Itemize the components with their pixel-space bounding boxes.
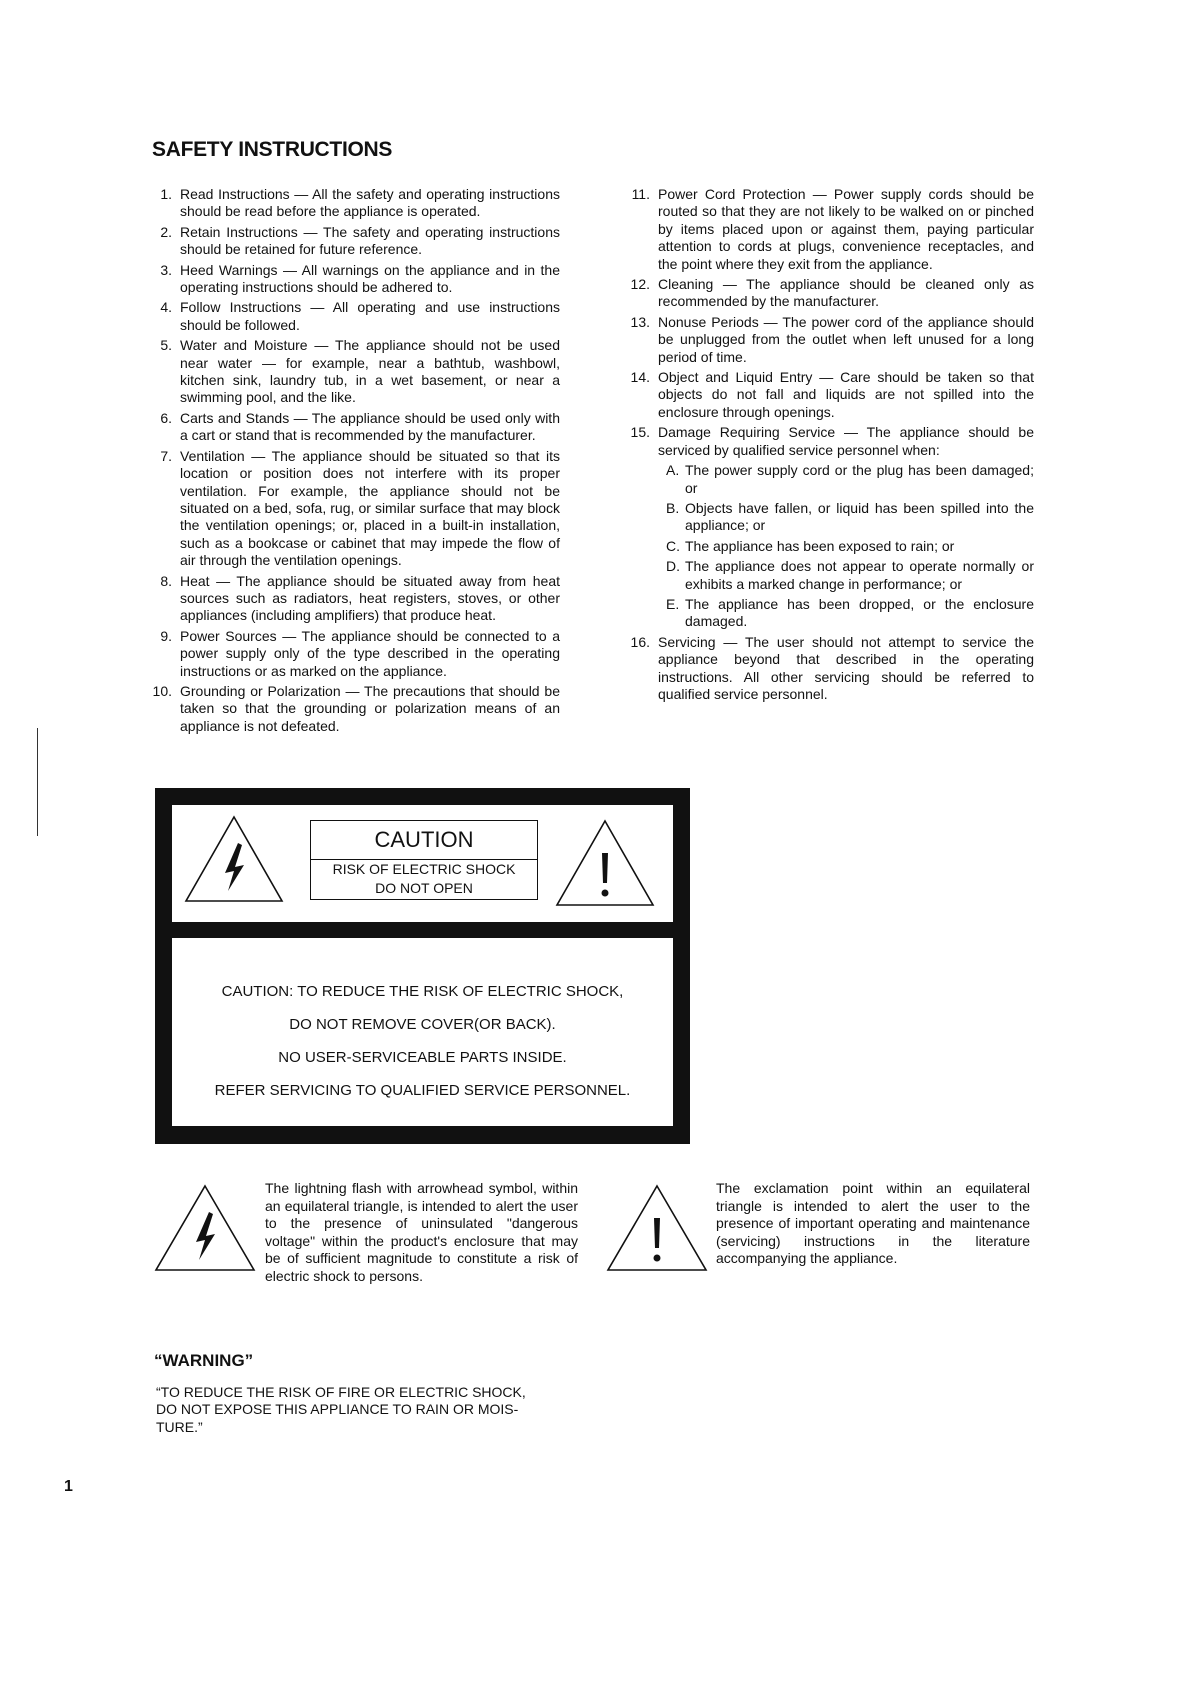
- exclamation-triangle-icon: [553, 817, 657, 909]
- sub-item-text: The power supply cord or the plug has been damaged; or: [685, 462, 1034, 496]
- lightning-description-text: The lightning flash with arrowhead symbol, within an equilateral triangle, is intended to alert the user to the presence of uninsulated "dangerous voltage" within the product's enclosure that may be of sufficient magnitude to constitute a risk of electric shock to persons.: [265, 1180, 578, 1284]
- instructions-left-column: [148, 186, 560, 738]
- sub-list-item: [666, 558, 1034, 593]
- list-item: [626, 276, 1034, 311]
- item-text: Nonuse Periods — The power cord of the appliance should be unplugged from the outlet when left unused for a long period of time.: [658, 313, 1034, 365]
- sub-item-text: The appliance does not appear to operate normally or exhibits a marked change in performance; or: [685, 558, 1034, 592]
- item-text: Servicing — The user should not attempt to service the appliance beyond that described in the operating instructions. All other servicing should be referred to qualified service personnel.: [658, 633, 1034, 702]
- caution-line-1: RISK OF ELECTRIC SHOCK: [332, 861, 516, 877]
- item-number: 12.: [630, 276, 650, 293]
- list-item: [148, 299, 560, 334]
- list-item: [148, 337, 560, 407]
- warning-line: TURE.”: [156, 1418, 203, 1435]
- item-text: Heat — The appliance should be situated away from heat sources such as radiators, heat registers, stoves, or other appliances (including amplifiers) that produce heat.: [180, 572, 560, 624]
- item-number: 9.: [160, 627, 172, 644]
- margin-rule: [37, 728, 38, 836]
- sub-list-item: [666, 462, 1034, 497]
- warning-text: [156, 1384, 556, 1436]
- sub-item-text: The appliance has been exposed to rain; or: [685, 537, 955, 554]
- page-number: 1: [64, 1478, 73, 1495]
- lightning-triangle-icon: [182, 813, 286, 905]
- sub-item-letter: C.: [666, 537, 680, 554]
- item-text: Retain Instructions — The safety and operating instructions should be retained for future reference.: [180, 223, 560, 258]
- list-item: [626, 186, 1034, 273]
- sub-item-letter: A.: [666, 462, 680, 479]
- item-number: 15.: [630, 424, 650, 441]
- caution-box: [310, 820, 538, 900]
- lightning-symbol-description: [265, 1180, 578, 1286]
- item-number: 16.: [630, 633, 650, 650]
- item-number: 2.: [160, 223, 172, 240]
- item-text: Power Sources — The appliance should be connected to a power supply only of the type described in the operating instructions or as marked on the appliance.: [180, 627, 560, 679]
- instructions-right-column: [626, 186, 1034, 706]
- warning-line: “TO REDUCE THE RISK OF FIRE OR ELECTRIC SHOCK,: [156, 1384, 526, 1400]
- exclamation-symbol-description: [716, 1180, 1030, 1268]
- item-text: Carts and Stands — The appliance should be used only with a cart or stand that is recommended by the manufacturer.: [180, 409, 560, 444]
- item-number: 10.: [152, 682, 172, 699]
- list-item: [148, 262, 560, 297]
- item-text: Read Instructions — All the safety and operating instructions should be read before the appliance is operated.: [180, 186, 560, 220]
- item-text: Cleaning — The appliance should be cleaned only as recommended by the manufacturer.: [658, 276, 1034, 310]
- list-item: [626, 424, 1034, 459]
- list-item: [148, 186, 560, 221]
- item-text: Damage Requiring Service — The appliance should be serviced by qualified service personnel when:: [658, 424, 1034, 458]
- item-text: Heed Warnings — All warnings on the appliance and in the operating instructions should be adhered to.: [180, 261, 560, 296]
- caution-body-line: DO NOT REMOVE COVER(OR BACK).: [289, 1016, 556, 1033]
- item-number: 1.: [160, 186, 172, 202]
- caution-body-line: CAUTION: TO REDUCE THE RISK OF ELECTRIC SHOCK,: [221, 983, 624, 1000]
- list-item: [148, 448, 560, 570]
- warning-title: “WARNING”: [154, 1351, 254, 1370]
- caution-body: [172, 938, 673, 1126]
- lightning-triangle-icon: [152, 1182, 258, 1274]
- item-number: 6.: [160, 409, 172, 426]
- item-text: Power Cord Protection — Power supply cords should be routed so that they are not likely to be walked on or pinched by items placed upon or against them, paying particular attention to cords at plugs, convenience receptacles, and the point where they exit from the appliance.: [658, 186, 1034, 272]
- item-number: 13.: [630, 313, 650, 330]
- item-number: 14.: [630, 369, 650, 386]
- warning-line: DO NOT EXPOSE THIS APPLIANCE TO RAIN OR MOIS-: [156, 1401, 519, 1418]
- item-number: 8.: [160, 572, 172, 589]
- list-item: [626, 314, 1034, 366]
- sub-item-text: The appliance has been dropped, or the enclosure damaged.: [685, 595, 1034, 630]
- sub-list-item: [666, 538, 1034, 555]
- list-item: [148, 224, 560, 259]
- list-item: [626, 634, 1034, 704]
- item-text: Follow Instructions — All operating and use instructions should be followed.: [180, 299, 560, 333]
- item-number: 5.: [160, 337, 172, 354]
- item-number: 3.: [160, 261, 172, 278]
- item-text: Grounding or Polarization — The precautions that should be taken so that the grounding or polarization means of an appliance is not defeated.: [180, 682, 560, 734]
- list-item: [626, 369, 1034, 421]
- caution-line-2: DO NOT OPEN: [375, 880, 473, 896]
- caution-header: [172, 805, 673, 922]
- sub-list-item: [666, 596, 1034, 631]
- list-item: [148, 628, 560, 680]
- item-number: 7.: [160, 447, 172, 464]
- caution-body-line: NO USER-SERVICEABLE PARTS INSIDE.: [278, 1049, 567, 1066]
- sub-item-text: Objects have fallen, or liquid has been spilled into the appliance; or: [685, 499, 1034, 534]
- sub-list-item: [666, 500, 1034, 535]
- list-item: [148, 573, 560, 625]
- sub-item-letter: D.: [666, 558, 680, 575]
- item-text: Water and Moisture — The appliance should not be used near water — for example, near a bathtub, washbowl, kitchen sink, laundry tub, in a wet basement, or near a swimming pool, and the like.: [180, 337, 560, 406]
- list-item: [148, 410, 560, 445]
- item-number: 4.: [160, 299, 172, 316]
- item-number: 11.: [631, 186, 650, 202]
- item-text: Ventilation — The appliance should be situated so that its location or position does not interfere with its proper ventilation. For example, the appliance should not be situated on a bed, sofa, rug, or similar surface that may block the ventilation openings; or, placed in a built-in installation, such as a bookcase or cabinet that may impede the flow of air through the ventilation openings.: [180, 447, 560, 569]
- caution-label-panel: [155, 788, 690, 1144]
- sub-item-letter: B.: [666, 499, 680, 516]
- page-title: SAFETY INSTRUCTIONS: [152, 138, 393, 161]
- exclamation-triangle-icon: [604, 1182, 710, 1274]
- exclamation-description-text: The exclamation point within an equilateral triangle is intended to alert the user to the presence of important operating and maintenance (servicing) instructions in the literature accompanying the appliance.: [716, 1180, 1030, 1267]
- item-text: Object and Liquid Entry — Care should be taken so that objects do not fall and liquids are not spilled into the enclosure through openings.: [658, 369, 1034, 420]
- sub-item-letter: E.: [666, 595, 680, 612]
- list-item: [148, 683, 560, 735]
- caution-title: CAUTION: [311, 821, 537, 860]
- caution-body-line: REFER SERVICING TO QUALIFIED SERVICE PERSONNEL.: [214, 1082, 631, 1099]
